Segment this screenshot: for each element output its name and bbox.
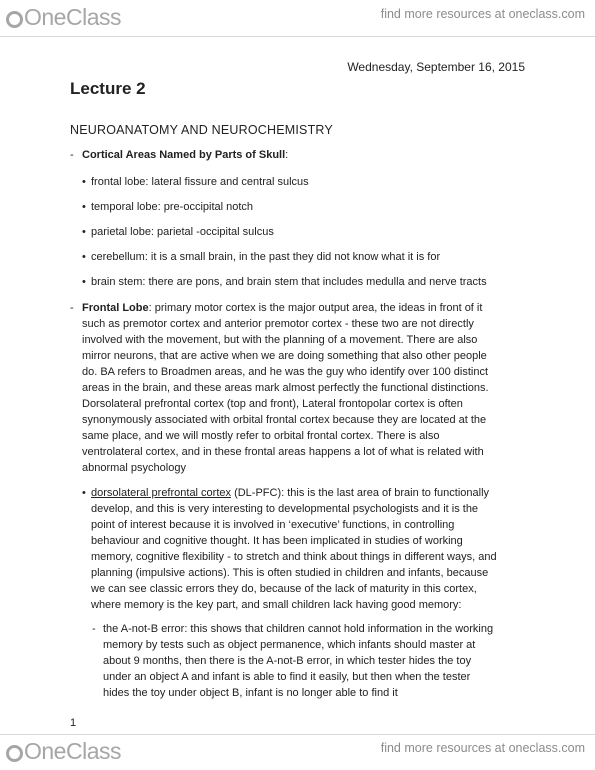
header-tagline[interactable]: find more resources at oneclass.com: [380, 7, 585, 21]
section-heading-suffix: :: [285, 149, 289, 161]
dlpfc-item: [70, 485, 532, 613]
list-item-text: temporal lobe: pre-occipital notch: [91, 201, 254, 213]
a-not-b-item: [70, 621, 532, 701]
section-heading: Cortical Areas Named by Parts of Skull: [82, 149, 286, 161]
footer-tagline[interactable]: find more resources at oneclass.com: [380, 741, 585, 755]
bullet-icon: •: [82, 201, 86, 213]
bullet-icon: •: [82, 276, 86, 288]
dash-marker: -: [92, 623, 96, 635]
header-divider: [0, 36, 595, 37]
dash-marker: -: [70, 302, 74, 314]
bullet-icon: •: [82, 176, 86, 188]
page-subtitle: NEUROANATOMY AND NEUROCHEMISTRY: [70, 123, 333, 137]
document-body: [70, 147, 532, 701]
list-item: [70, 249, 532, 265]
document-date: Wednesday, September 16, 2015: [347, 60, 525, 74]
oneclass-logo-icon: [6, 11, 23, 28]
list-item-text: cerebellum: it is a small brain, in the past they did not know what it is for: [91, 251, 441, 263]
list-item: [70, 174, 532, 190]
page-title: Lecture 2: [70, 79, 146, 98]
list-item-text: brain stem: there are pons, and brain stem that includes medulla and nerve tracts: [91, 276, 487, 288]
list-item: [70, 274, 532, 290]
section-cortical-areas: [70, 147, 532, 163]
dlpfc-term: dorsolateral prefrontal cortex: [91, 487, 232, 499]
oneclass-logo[interactable]: [6, 4, 121, 31]
page-header: [0, 0, 595, 36]
dash-marker: -: [70, 149, 74, 161]
list-item-text: parietal lobe: parietal -occipital sulcus: [91, 226, 274, 238]
section-frontal-lobe: [70, 300, 532, 476]
bullet-icon: •: [82, 487, 86, 499]
section-heading: Frontal Lobe: [82, 302, 149, 314]
logo-text: OneClass: [24, 738, 121, 764]
a-not-b-paragraph: the A-not-B error: this shows that children cannot hold information in the working memory by tests such as object permanence, which infants should master at about 9 months, then there is the A-not-B error, in which tester hides the toy under an object A and infant is able to find it easily, but then when the tester hides the toy under object B, infant is no longer able to find it: [103, 623, 494, 699]
bullet-icon: •: [82, 251, 86, 263]
page-number: 1: [70, 717, 77, 729]
list-item: [70, 199, 532, 215]
dlpfc-paragraph: dorsolateral prefrontal cortex (DL-PFC): this is the last area of brain to functionally develop, and this is very interesting to developmental psychologists and it is the point of interest because it is involved in ‘executive’ functions, in controlling behaviour and cognitive thought. It has been implicated in studies of working memory, cognitive flexibility - to stretch and think about things in different ways, and planning (impulsive actions). This is often studied in children and infants, because we can see classic errors they do, because of the lack of maturity in this cortex, where memory is the key part, and small children lack having good memory:: [91, 487, 497, 611]
frontal-lobe-paragraph: Frontal Lobe: primary motor cortex is the major output area, the ideas in front of it such as premotor cortex and anterior premotor cortex - these two are not directly involved with the movement, but with the planning of a movement. There are also mirror neurons, that are active when we are doing something that also other people do. BA refers to Broadmen areas, and he was the guy who identify over 100 distinct areas in the brain, and these areas mark almost perfectly the functional distinctions. Dorsolateral prefrontal cortex (top and front), Lateral frontopolar cortex is often synonymously associated with orbital frontal cortex because they are located at the same place, and we will mostly refer to orbital frontal cortex. There is also ventrolateral cortex, and in these frontal areas happens a lot of what is related with abnormal psychology: [82, 302, 489, 474]
page-footer: [0, 734, 595, 770]
list-item-text: frontal lobe: lateral fissure and central sulcus: [91, 176, 309, 188]
oneclass-logo[interactable]: [6, 738, 121, 765]
logo-text: OneClass: [24, 4, 121, 30]
bullet-icon: •: [82, 226, 86, 238]
list-item: [70, 224, 532, 240]
oneclass-logo-icon: [6, 745, 23, 762]
